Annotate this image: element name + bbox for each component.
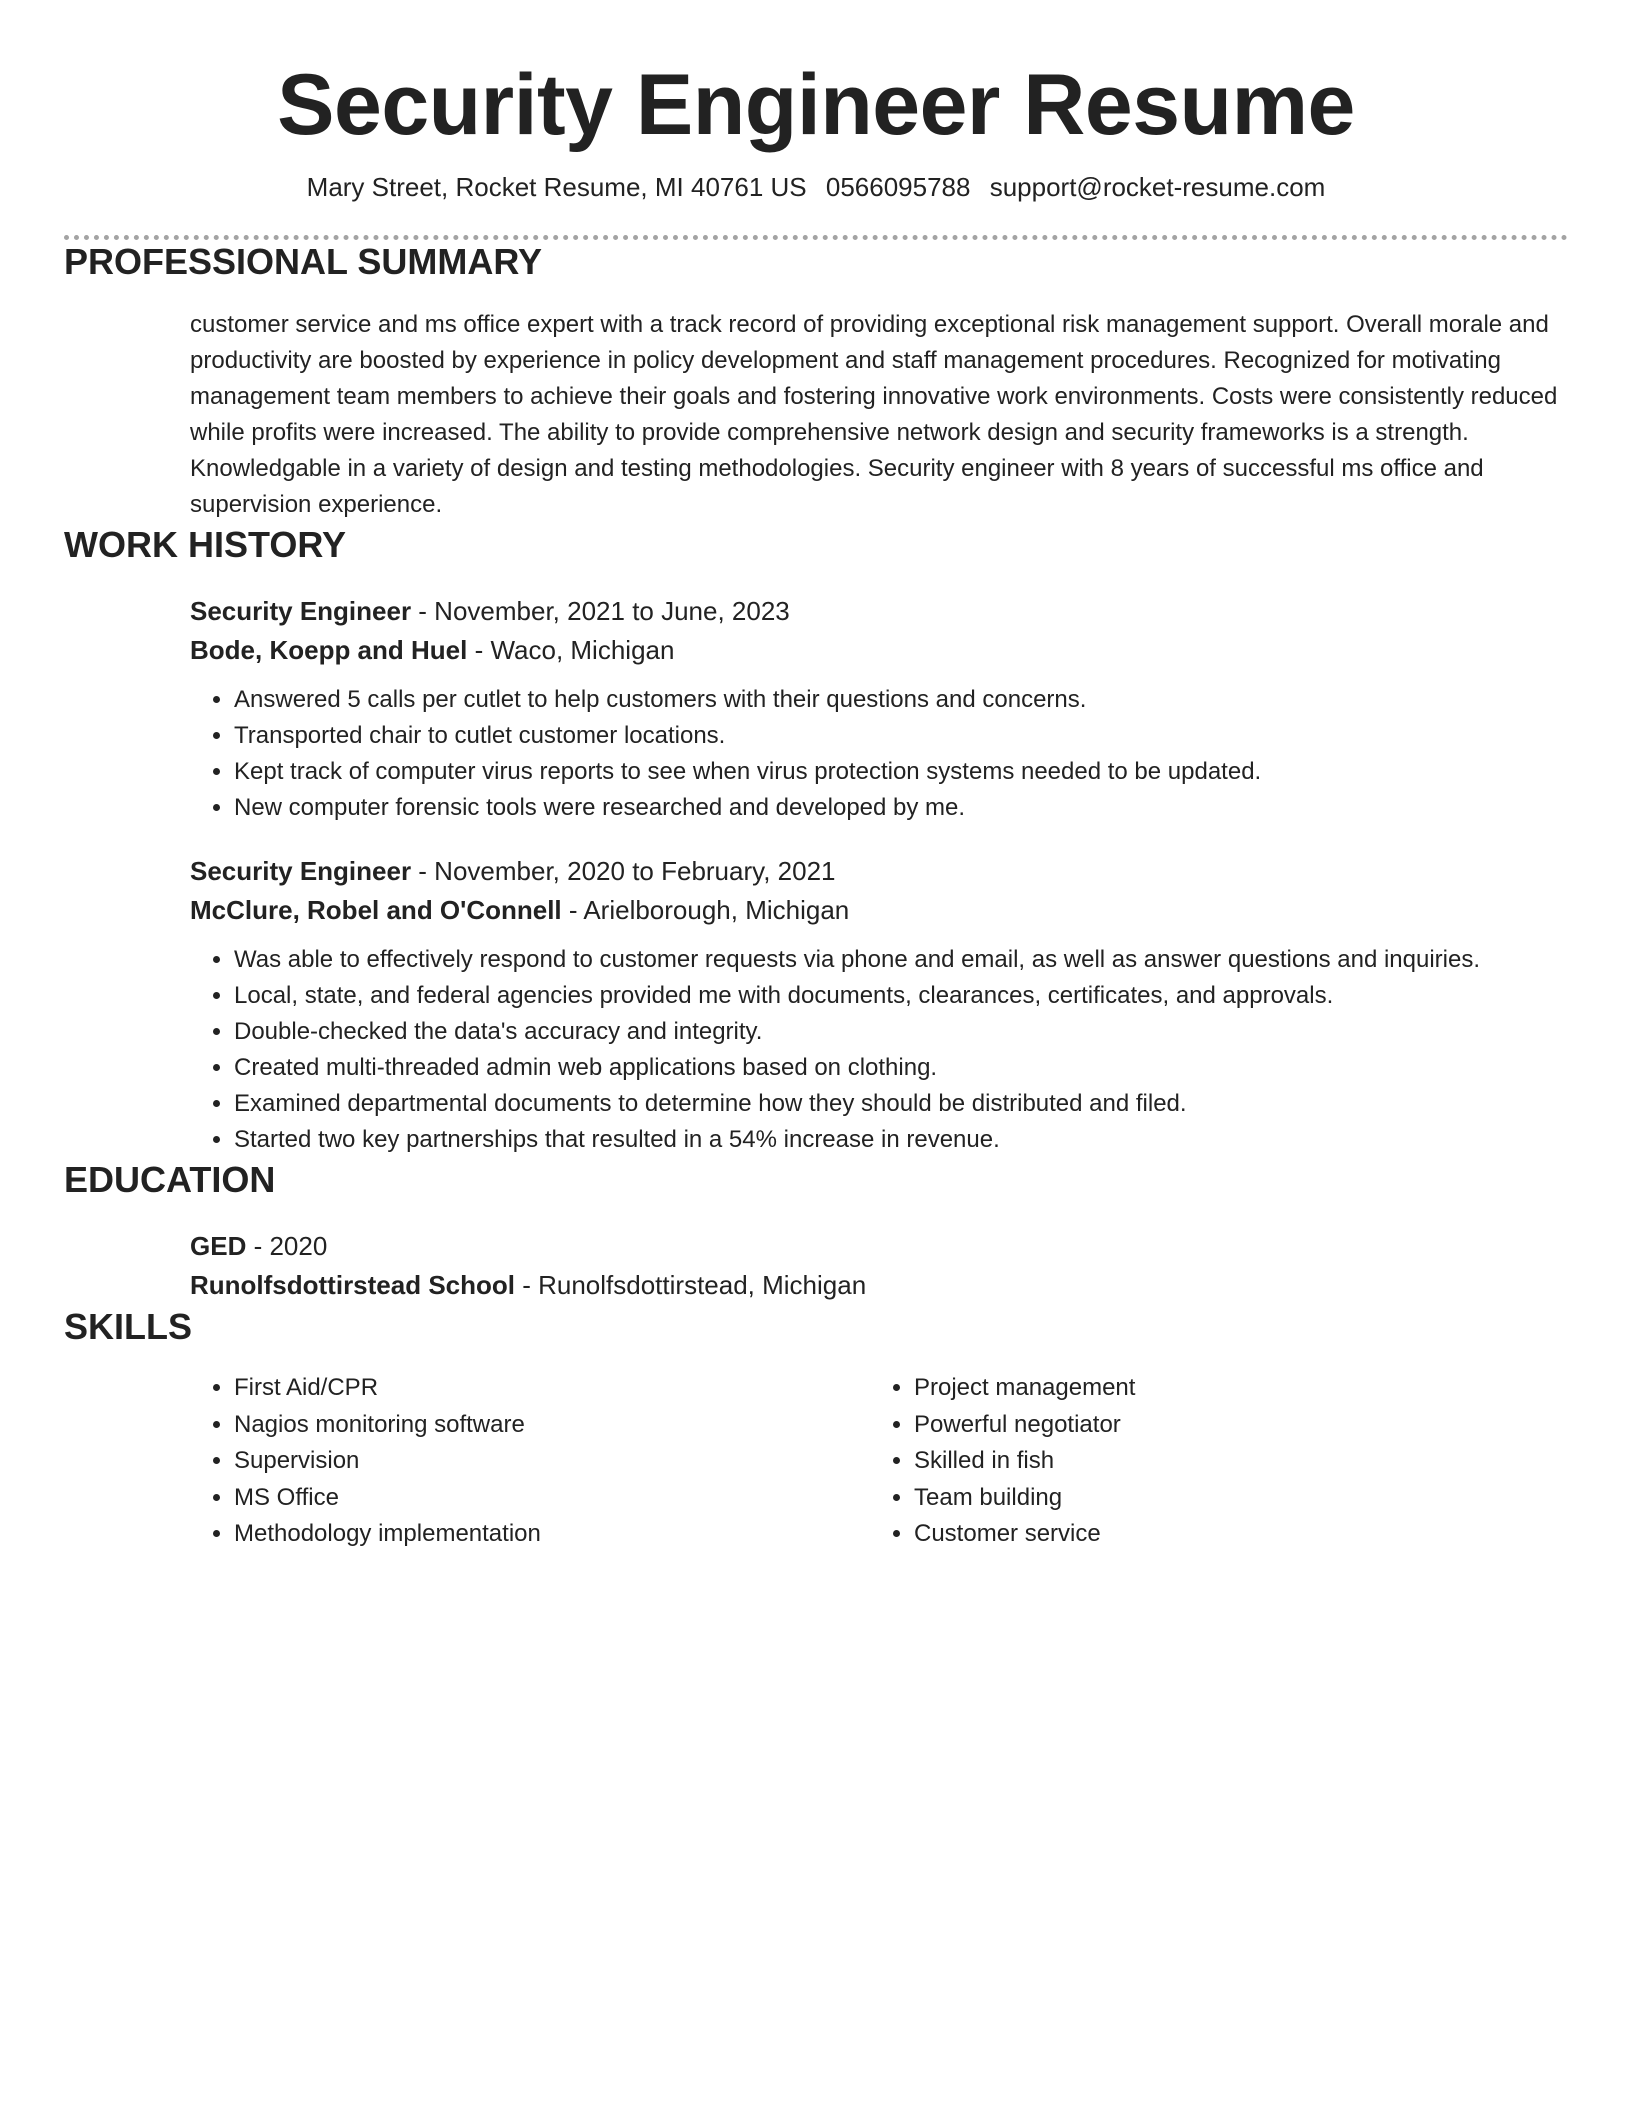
skill-item: • Nagios monitoring software	[234, 1407, 870, 1444]
job-company-line	[190, 631, 1560, 670]
job-bullet: • Was able to effectively respond to customer requests via phone and email, as well as answer questions and inquiries.	[234, 942, 1560, 978]
skill-item: • Project management	[914, 1370, 1550, 1407]
job-bullet: • Examined departmental documents to determine how they should be distributed and filed.	[234, 1086, 1560, 1122]
job-bullets	[190, 682, 1560, 826]
job-bullets	[190, 942, 1560, 1158]
job-company-line	[190, 891, 1560, 930]
job-bullet: • New computer forensic tools were researched and developed by me.	[234, 790, 1560, 826]
education-location: - Runolfsdottirstead, Michigan	[515, 1270, 867, 1301]
skill-item: • Supervision	[234, 1443, 870, 1480]
skill-item: • Skilled in fish	[914, 1443, 1550, 1480]
job-bullet: • Double-checked the data's accuracy and integrity.	[234, 1014, 1560, 1050]
job-entry	[190, 592, 1560, 826]
job-title: Security Engineer	[190, 596, 412, 627]
education-degree-line	[190, 1227, 1560, 1266]
job-entry	[190, 852, 1560, 1158]
job-location: - Waco, Michigan	[467, 635, 675, 666]
resume-title: Security Engineer Resume	[277, 57, 1355, 153]
skill-item: • Powerful negotiator	[914, 1407, 1550, 1444]
education-school: Runolfsdottirstead School	[190, 1270, 515, 1301]
contact-address: Mary Street, Rocket Resume, MI 40761 US	[306, 171, 807, 202]
skills-grid	[190, 1370, 1560, 1553]
skill-item: • Methodology implementation	[234, 1516, 870, 1553]
skill-item: • MS Office	[234, 1480, 870, 1517]
job-title: Security Engineer	[190, 856, 412, 887]
job-bullet: • Kept track of computer virus reports to see when virus protection systems needed to be updated.	[234, 754, 1560, 790]
education-heading: EDUCATION	[64, 1159, 276, 1201]
skill-item: • Team building	[914, 1480, 1550, 1517]
job-bullet: • Answered 5 calls per cutlet to help customers with their questions and concerns.	[234, 682, 1560, 718]
contact-line	[64, 171, 1568, 205]
job-bullet: • Transported chair to cutlet customer locations.	[234, 718, 1560, 754]
education-school-line	[190, 1266, 1560, 1305]
job-bullet: • Started two key partnerships that resulted in a 54% increase in revenue.	[234, 1122, 1560, 1158]
job-title-line	[190, 592, 1560, 631]
summary-text: customer service and ms office expert with a track record of providing exceptional risk management support. Overall morale and productivity are boosted by experience in policy development and staff management procedures. Recognized for motivating management team members to achieve their goals and fostering innovative work environments. Costs were consistently reduced while profits were increased. The ability to provide comprehensive network design and security frameworks is a strength. Knowledgable in a variety of design and testing methodologies. Security engineer with 8 years of successful ms office and supervision experience.	[190, 310, 1558, 518]
education-degree: GED	[190, 1231, 247, 1262]
skills-column-left	[190, 1370, 870, 1553]
job-company: Bode, Koepp and Huel	[190, 635, 468, 666]
skill-item: • Customer service	[914, 1516, 1550, 1553]
job-dates: - November, 2021 to June, 2023	[411, 596, 790, 627]
job-title-line	[190, 852, 1560, 891]
skill-item: • First Aid/CPR	[234, 1370, 870, 1407]
job-location: - Arielborough, Michigan	[561, 895, 850, 926]
work-history-heading: WORK HISTORY	[64, 523, 347, 565]
job-dates: - November, 2020 to February, 2021	[411, 856, 836, 887]
job-company: McClure, Robel and O'Connell	[190, 895, 562, 926]
skills-column-right	[870, 1370, 1550, 1553]
summary-heading: PROFESSIONAL SUMMARY	[64, 240, 543, 282]
job-bullet: • Local, state, and federal agencies provided me with documents, clearances, certificates, and approvals.	[234, 978, 1560, 1014]
education-entry	[190, 1227, 1560, 1305]
skills-heading: SKILLS	[64, 1306, 193, 1348]
job-bullet: • Created multi-threaded admin web applications based on clothing.	[234, 1050, 1560, 1086]
contact-email: support@rocket-resume.com	[989, 171, 1326, 202]
education-year: - 2020	[246, 1231, 328, 1262]
contact-phone: 0566095788	[825, 171, 971, 202]
